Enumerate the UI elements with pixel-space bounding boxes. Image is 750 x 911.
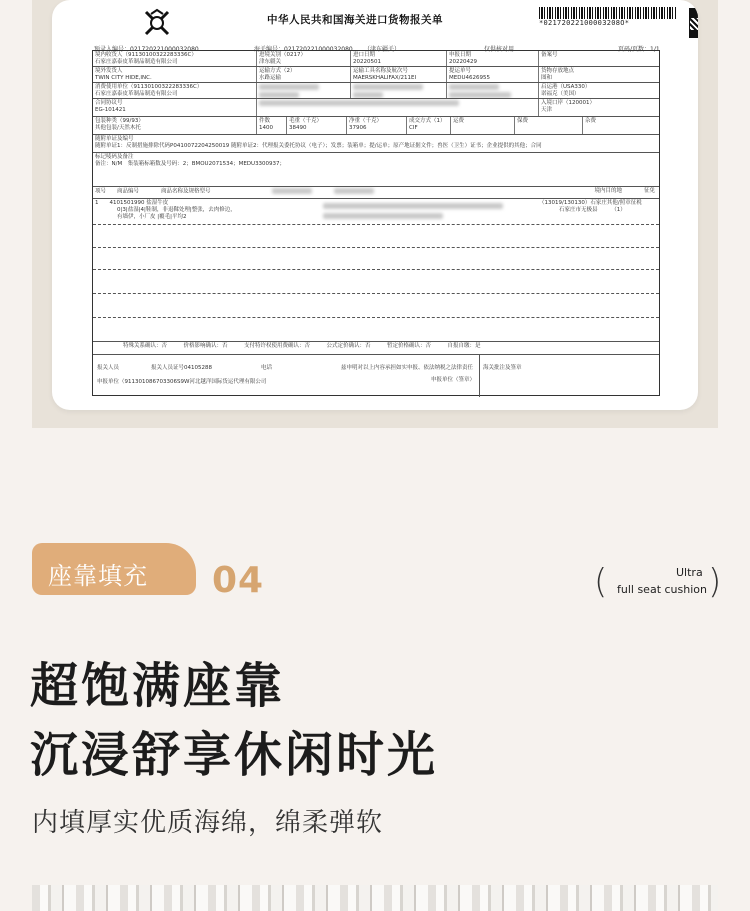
field-value: MAERSKHALIFAX/211EI [353,75,417,81]
transport-cell [257,67,351,82]
field-label: 成交方式（1） [409,118,446,124]
contract-cell [93,99,257,116]
redacted-text [259,84,319,90]
audit-note: 仅供核对用 [484,46,515,53]
redacted-cell [257,83,351,98]
consignee-cell [93,51,257,66]
field-label: 境外发货人 [95,68,123,74]
customs-port: （津东疆关） [364,46,401,53]
item-line: 有墙伊，小厂皮 |覆毛|平均2 [117,214,187,220]
field-value: 水路运输 [259,75,282,81]
field-label: 运输工具名称及航次号 [353,68,409,74]
item-divider [93,269,659,270]
headline-line2: 沉浸舒享休闲时光 [30,727,439,783]
form-row [93,117,659,135]
field-label: 标记唛码及备注 [95,154,134,160]
product-photo-strip [32,885,718,911]
barcode-number: *02172022100003208O* [539,19,630,27]
document-title: 中华人民共和国海关进口货物报关单 [267,14,443,26]
field-value: CIF [409,125,418,131]
field-value: 备注：N/M 集装箱标箱数及号码：2；BMOU2071534；MEDU3300937； [95,161,286,167]
redacted-text [323,203,503,209]
page-info: 页码/页数：1/1 [618,46,660,53]
field-label: 毛重（千克） [289,118,323,124]
declare-date-cell [447,51,539,66]
form-row [93,83,659,99]
customs-number: 海关编号：021720221000032080 [254,46,353,53]
field-value: 37906 [349,125,367,131]
field-value: 其他包装/天然木托 [95,125,141,131]
redacted-text [353,84,423,90]
record-no-cell [539,51,661,66]
redacted-text [353,92,383,98]
form-row [93,153,659,187]
user-cell [93,83,257,98]
pre-entry-number: 预录入编号：021720221000032080 [94,46,199,53]
bill-cell [447,67,539,82]
freight-cell [451,117,515,134]
field-value: EG-101421 [95,107,126,113]
subheadline: 内填厚实优质海绵，绵柔弹软 [32,808,384,838]
redacted-cell [257,99,539,116]
redacted-cell [351,83,447,98]
item-line: 1 4101501990 盐湿牛皮 [95,200,169,206]
items-header-right: 境内目的地 征免 [594,188,655,194]
item-divider [93,293,659,294]
declarant-cert: 报关人员证号04105288 [151,365,212,371]
misc-cell [583,117,661,134]
field-value: 1400 [259,125,273,131]
customs-declaration-document [52,0,698,410]
field-value: 津东疆关 [259,59,282,65]
form-row [93,99,659,117]
field-value: 石家庄嘉泰皮革制品制造有限公司 [95,59,178,65]
form-row [93,51,659,67]
agent-label: 申报单位（911301086703306S9W河北越洋国际货运代理有限公司 [97,379,267,385]
field-label: 净重（千克） [349,118,383,124]
phone-label: 电话 [261,365,273,371]
field-label: 境内收货人（91130100322283336C） [95,52,197,58]
field-label: 保费 [517,118,529,124]
redacted-text [259,100,459,106]
field-label: 入境口岸（120001） [541,100,595,106]
statement: 兹申明对以上内容承担如实申报、依法纳税之法律责任 [341,365,474,371]
item-right: 石家庄市无极县 （1） [559,207,626,213]
paren-right: ) [708,562,722,602]
items-header [93,187,661,198]
customs-emblem-icon [142,8,172,38]
field-value: 石家庄嘉泰皮革制品制造有限公司 [95,91,178,97]
field-label: 启运港（USA330） [541,84,591,90]
gross-cell [287,117,347,134]
entry-port-cell [539,99,661,116]
field-label: 备案号 [541,52,558,58]
declarant-label: 报关人员 [97,365,120,371]
field-label: 件数 [259,118,271,124]
item-right: （13019/130130）石家庄其他/照章征税 [539,200,642,206]
redacted-text [323,213,443,219]
item-line: 0|3|盐湿|4|鞋制，非退鞣处理|整张，去肉修边， [117,207,236,213]
item-divider [93,317,659,318]
agent-seal: 申报单位（签章） [431,377,476,383]
net-cell [347,117,407,134]
headline-line1: 超饱满座靠 [30,658,286,714]
redacted-cell [447,83,539,98]
field-label: 合同协议号 [95,100,123,106]
field-label: 进境关别（0217） [259,52,306,58]
redacted-text [272,188,312,194]
field-label: 提运单号 [449,68,472,74]
customs-remarks: 海关批注及签章 [483,365,522,371]
field-label: 杂费 [585,118,597,124]
item-divider [93,224,659,225]
redacted-text [259,92,299,98]
field-label: 运输方式（2） [259,68,296,74]
confirm-text: 特殊关系确认：否 价格影响确认：否 支付特许权使用费确认：否 公式定价确认：否 暂定价格确认：否 自报自缴：是 [123,343,481,349]
redacted-text [449,84,499,90]
port-cell [539,83,661,98]
section-tag-label: 座靠填充 [48,562,148,590]
field-label: 包装种类（99/93） [95,118,144,124]
pieces-cell [257,117,287,134]
field-label: 申报日期 [449,52,472,58]
marks-cell [93,153,661,186]
items-header-left: 项号 商品编号 商品名称及规格型号 [95,188,211,195]
field-label: 运费 [453,118,465,124]
field-value: 20220429 [449,59,477,65]
field-label: 货物存放地点 [541,68,575,74]
redacted-text [334,188,374,194]
field-value: 38490 [289,125,307,131]
import-date-cell [351,51,447,66]
item-divider [93,247,659,248]
vessel-cell [351,67,447,82]
field-value: 随附单证1：反制措施排除代码P0410072204250019 随附单证2：代理报关委托协议（电子）；发票；装箱单；提/运单；原产地证据文件；兽医（卫生）证书；企业提供的其他；合同 [95,143,542,149]
field-value: 诺福克（美国） [541,91,580,97]
english-title-line1: Ultra [676,566,703,579]
entry-office-cell [257,51,351,66]
field-value: MEDU4626955 [449,75,490,81]
field-label: 进口日期 [353,52,376,58]
terms-cell [407,117,451,134]
confirm-row [93,341,659,355]
package-cell [93,117,257,134]
field-label: 消费使用单位（91130100322283336C） [95,84,203,90]
items-header-row [93,187,659,199]
shipper-cell [93,67,257,82]
form-row [93,67,659,83]
origin-cell [539,67,661,82]
declaration-form [92,50,660,396]
attached-docs-cell [93,135,661,152]
english-title-line2: full seat cushion [617,583,707,596]
footer-divider [479,355,480,397]
field-value: 天津 [541,107,553,113]
barcode [539,7,677,19]
field-value: 20220501 [353,59,381,65]
form-row [93,135,659,153]
field-value: 图和 [541,75,553,81]
qr-code-icon [689,8,698,38]
field-label: 随附单证及编号 [95,136,134,142]
insurance-cell [515,117,583,134]
section-number: 04 [212,560,265,601]
paren-left: ( [594,562,608,602]
field-value: TWIN CITY HIDE,INC. [95,75,152,81]
redacted-text [449,92,511,98]
